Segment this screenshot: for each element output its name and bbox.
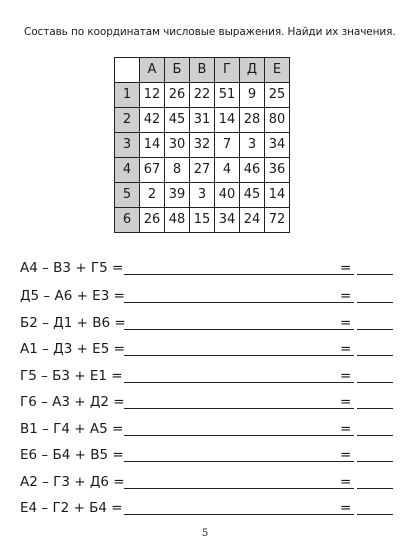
table-cell: 45 bbox=[240, 183, 265, 208]
table-cell: 80 bbox=[265, 108, 290, 133]
table-cell: 15 bbox=[190, 208, 215, 233]
instruction-text: Составь по координатам числовые выражения. Найди их значения. bbox=[24, 26, 396, 38]
row-header: 1 bbox=[115, 83, 140, 108]
result-answer-line[interactable] bbox=[357, 329, 393, 330]
expression-answer-line[interactable] bbox=[124, 461, 354, 462]
table-cell: 12 bbox=[140, 83, 165, 108]
equals-sign: = bbox=[340, 421, 352, 437]
expression-answer-line[interactable] bbox=[124, 274, 354, 275]
table-cell: 14 bbox=[140, 133, 165, 158]
table-cell: 26 bbox=[140, 208, 165, 233]
table-cell: 48 bbox=[165, 208, 190, 233]
expression-row bbox=[20, 447, 400, 467]
column-header: А bbox=[140, 58, 165, 83]
table-cell: 26 bbox=[165, 83, 190, 108]
expression-text: В1 – Г4 + А5 = bbox=[20, 421, 124, 437]
table-cell: 34 bbox=[215, 208, 240, 233]
expression-answer-line[interactable] bbox=[124, 408, 354, 409]
table-cell: 30 bbox=[165, 133, 190, 158]
equals-sign: = bbox=[340, 260, 352, 276]
table-cell: 36 bbox=[265, 158, 290, 183]
result-answer-line[interactable] bbox=[357, 488, 393, 489]
expression-answer-line[interactable] bbox=[124, 514, 354, 515]
expression-row bbox=[20, 260, 400, 280]
column-header: Е bbox=[265, 58, 290, 83]
row-header: 4 bbox=[115, 158, 140, 183]
table-cell: 28 bbox=[240, 108, 265, 133]
column-header: Д bbox=[240, 58, 265, 83]
table-cell: 8 bbox=[165, 158, 190, 183]
table-corner-cell bbox=[115, 58, 140, 83]
result-answer-line[interactable] bbox=[357, 435, 393, 436]
result-answer-line[interactable] bbox=[357, 302, 393, 303]
equals-sign: = bbox=[340, 315, 352, 331]
expression-text: А2 – Г3 + Д6 = bbox=[20, 474, 125, 490]
equals-sign: = bbox=[340, 341, 352, 357]
table-cell: 22 bbox=[190, 83, 215, 108]
table-cell: 40 bbox=[215, 183, 240, 208]
table-cell: 45 bbox=[165, 108, 190, 133]
row-header: 5 bbox=[115, 183, 140, 208]
equals-sign: = bbox=[340, 500, 352, 516]
table-cell: 42 bbox=[140, 108, 165, 133]
coordinate-table bbox=[114, 57, 290, 233]
expression-answer-line[interactable] bbox=[124, 435, 354, 436]
column-header: Б bbox=[165, 58, 190, 83]
table-cell: 24 bbox=[240, 208, 265, 233]
row-header: 6 bbox=[115, 208, 140, 233]
table-cell: 72 bbox=[265, 208, 290, 233]
expression-text: Е6 – Б4 + В5 = bbox=[20, 447, 124, 463]
table-cell: 67 bbox=[140, 158, 165, 183]
table-cell: 34 bbox=[265, 133, 290, 158]
expression-row bbox=[20, 315, 400, 335]
result-answer-line[interactable] bbox=[357, 355, 393, 356]
expression-text: Б2 – Д1 + В6 = bbox=[20, 315, 126, 331]
table-header-row bbox=[115, 58, 290, 83]
table-row bbox=[115, 183, 290, 208]
expression-row bbox=[20, 394, 400, 414]
column-header: В bbox=[190, 58, 215, 83]
expression-text: А4 – В3 + Г5 = bbox=[20, 260, 124, 276]
result-answer-line[interactable] bbox=[357, 461, 393, 462]
table-row bbox=[115, 83, 290, 108]
table-cell: 4 bbox=[215, 158, 240, 183]
result-answer-line[interactable] bbox=[357, 382, 393, 383]
table-row bbox=[115, 133, 290, 158]
table-cell: 7 bbox=[215, 133, 240, 158]
page-number: 5 bbox=[201, 528, 209, 539]
expression-answer-line[interactable] bbox=[124, 488, 354, 489]
equals-sign: = bbox=[340, 394, 352, 410]
expression-text: Е4 – Г2 + Б4 = bbox=[20, 500, 123, 516]
expression-row bbox=[20, 368, 400, 388]
table-cell: 9 bbox=[240, 83, 265, 108]
table-cell: 27 bbox=[190, 158, 215, 183]
table-cell: 14 bbox=[265, 183, 290, 208]
table-cell: 46 bbox=[240, 158, 265, 183]
table-cell: 2 bbox=[140, 183, 165, 208]
expression-answer-line[interactable] bbox=[124, 382, 354, 383]
table-cell: 32 bbox=[190, 133, 215, 158]
equals-sign: = bbox=[340, 288, 352, 304]
expression-text: Г5 – Б3 + Е1 = bbox=[20, 368, 123, 384]
column-header: Г bbox=[215, 58, 240, 83]
expression-answer-line[interactable] bbox=[124, 329, 354, 330]
expression-text: Г6 – А3 + Д2 = bbox=[20, 394, 125, 410]
table-cell: 14 bbox=[215, 108, 240, 133]
table-row bbox=[115, 158, 290, 183]
expression-answer-line[interactable] bbox=[124, 355, 354, 356]
expression-text: Д5 – А6 + Е3 = bbox=[20, 288, 125, 304]
table-cell: 39 bbox=[165, 183, 190, 208]
expression-answer-line[interactable] bbox=[124, 302, 354, 303]
table-row bbox=[115, 208, 290, 233]
table-cell: 25 bbox=[265, 83, 290, 108]
result-answer-line[interactable] bbox=[357, 514, 393, 515]
expression-row bbox=[20, 421, 400, 441]
table-row bbox=[115, 108, 290, 133]
equals-sign: = bbox=[340, 447, 352, 463]
table-cell: 3 bbox=[190, 183, 215, 208]
equals-sign: = bbox=[340, 474, 352, 490]
table-cell: 51 bbox=[215, 83, 240, 108]
expression-row bbox=[20, 341, 400, 361]
expression-row bbox=[20, 500, 400, 520]
table-cell: 31 bbox=[190, 108, 215, 133]
expression-row bbox=[20, 288, 400, 308]
expression-text: А1 – Д3 + Е5 = bbox=[20, 341, 125, 357]
expression-row bbox=[20, 474, 400, 494]
row-header: 2 bbox=[115, 108, 140, 133]
table-cell: 3 bbox=[240, 133, 265, 158]
result-answer-line[interactable] bbox=[357, 274, 393, 275]
equals-sign: = bbox=[340, 368, 352, 384]
result-answer-line[interactable] bbox=[357, 408, 393, 409]
row-header: 3 bbox=[115, 133, 140, 158]
